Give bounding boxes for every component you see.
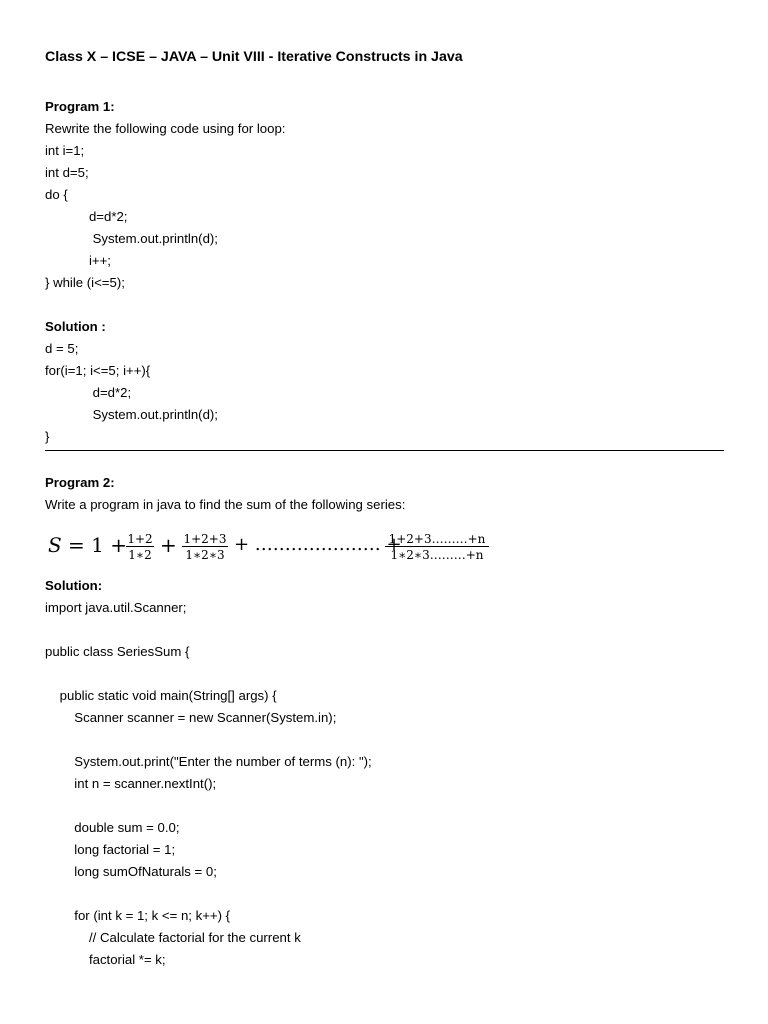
program1-code-line: int i=1;: [45, 143, 85, 158]
formula-fraction-2: [182, 532, 228, 562]
program2-code-line: long factorial = 1;: [45, 842, 176, 857]
program2-heading: Program 2:: [45, 475, 115, 490]
program1-code-line: int d=5;: [45, 165, 89, 180]
program2-code-line: public class SeriesSum {: [45, 644, 190, 659]
program1-solution-heading: Solution :: [45, 319, 106, 334]
program1-code-line: do {: [45, 187, 68, 202]
program1-solution-line: System.out.println(d);: [45, 407, 218, 422]
formula-plus: +: [160, 533, 177, 557]
page-title: Class X – ICSE – JAVA – Unit VIII - Iterative Constructs in Java: [45, 49, 463, 65]
section-divider: [45, 450, 724, 451]
program1-code-line: d=d*2;: [45, 209, 128, 224]
formula-ellipsis: + ………………… +: [234, 534, 402, 555]
program2-code-line: double sum = 0.0;: [45, 820, 180, 835]
program2-code-line: for (int k = 1; k <= n; k++) {: [45, 908, 231, 923]
fraction-bar: [182, 546, 228, 547]
fraction-bar: [126, 546, 154, 547]
program2-code-line: import java.util.Scanner;: [45, 600, 187, 615]
fraction-1-numerator: 1+2: [127, 532, 153, 546]
fraction-1-denominator: 1∗2: [128, 548, 152, 562]
program1-heading: Program 1:: [45, 99, 115, 114]
formula-fraction-1: [126, 532, 154, 562]
program2-prompt: Write a program in java to find the sum of the following series:: [45, 497, 406, 512]
fraction-2-denominator: 1∗2∗3: [185, 548, 225, 562]
program2-code-line: Scanner scanner = new Scanner(System.in);: [45, 710, 337, 725]
fraction-2-numerator: 1+2+3: [183, 532, 227, 546]
program2-code-line: factorial *= k;: [45, 952, 166, 967]
program1-code-line: i++;: [45, 253, 111, 268]
fraction-bar: [385, 546, 489, 547]
program2-solution-heading: Solution:: [45, 578, 103, 593]
program2-code-line: public static void main(String[] args) {: [45, 688, 277, 703]
program2-code-line: // Calculate factorial for the current k: [45, 930, 301, 945]
program1-solution-line: d=d*2;: [45, 385, 132, 400]
program1-solution-line: }: [45, 429, 50, 444]
program1-solution-line: d = 5;: [45, 341, 79, 356]
program1-code-line: } while (i<=5);: [45, 275, 125, 290]
program1-solution-line: for(i=1; i<=5; i++){: [45, 363, 151, 378]
program2-code-line: long sumOfNaturals = 0;: [45, 864, 217, 879]
fraction-3-numerator: 1+2+3………+n: [388, 532, 486, 546]
program2-code-line: System.out.print("Enter the number of terms (n): ");: [45, 754, 372, 769]
formula-fraction-3: [385, 532, 489, 562]
fraction-3-denominator: 1∗2∗3………+n: [390, 548, 484, 562]
formula-equals-one-plus: = 1 +: [68, 533, 127, 557]
formula-lhs: S: [48, 533, 62, 557]
program1-code-line: System.out.println(d);: [45, 231, 218, 246]
program1-prompt: Rewrite the following code using for loop:: [45, 121, 286, 136]
program2-code-line: int n = scanner.nextInt();: [45, 776, 217, 791]
